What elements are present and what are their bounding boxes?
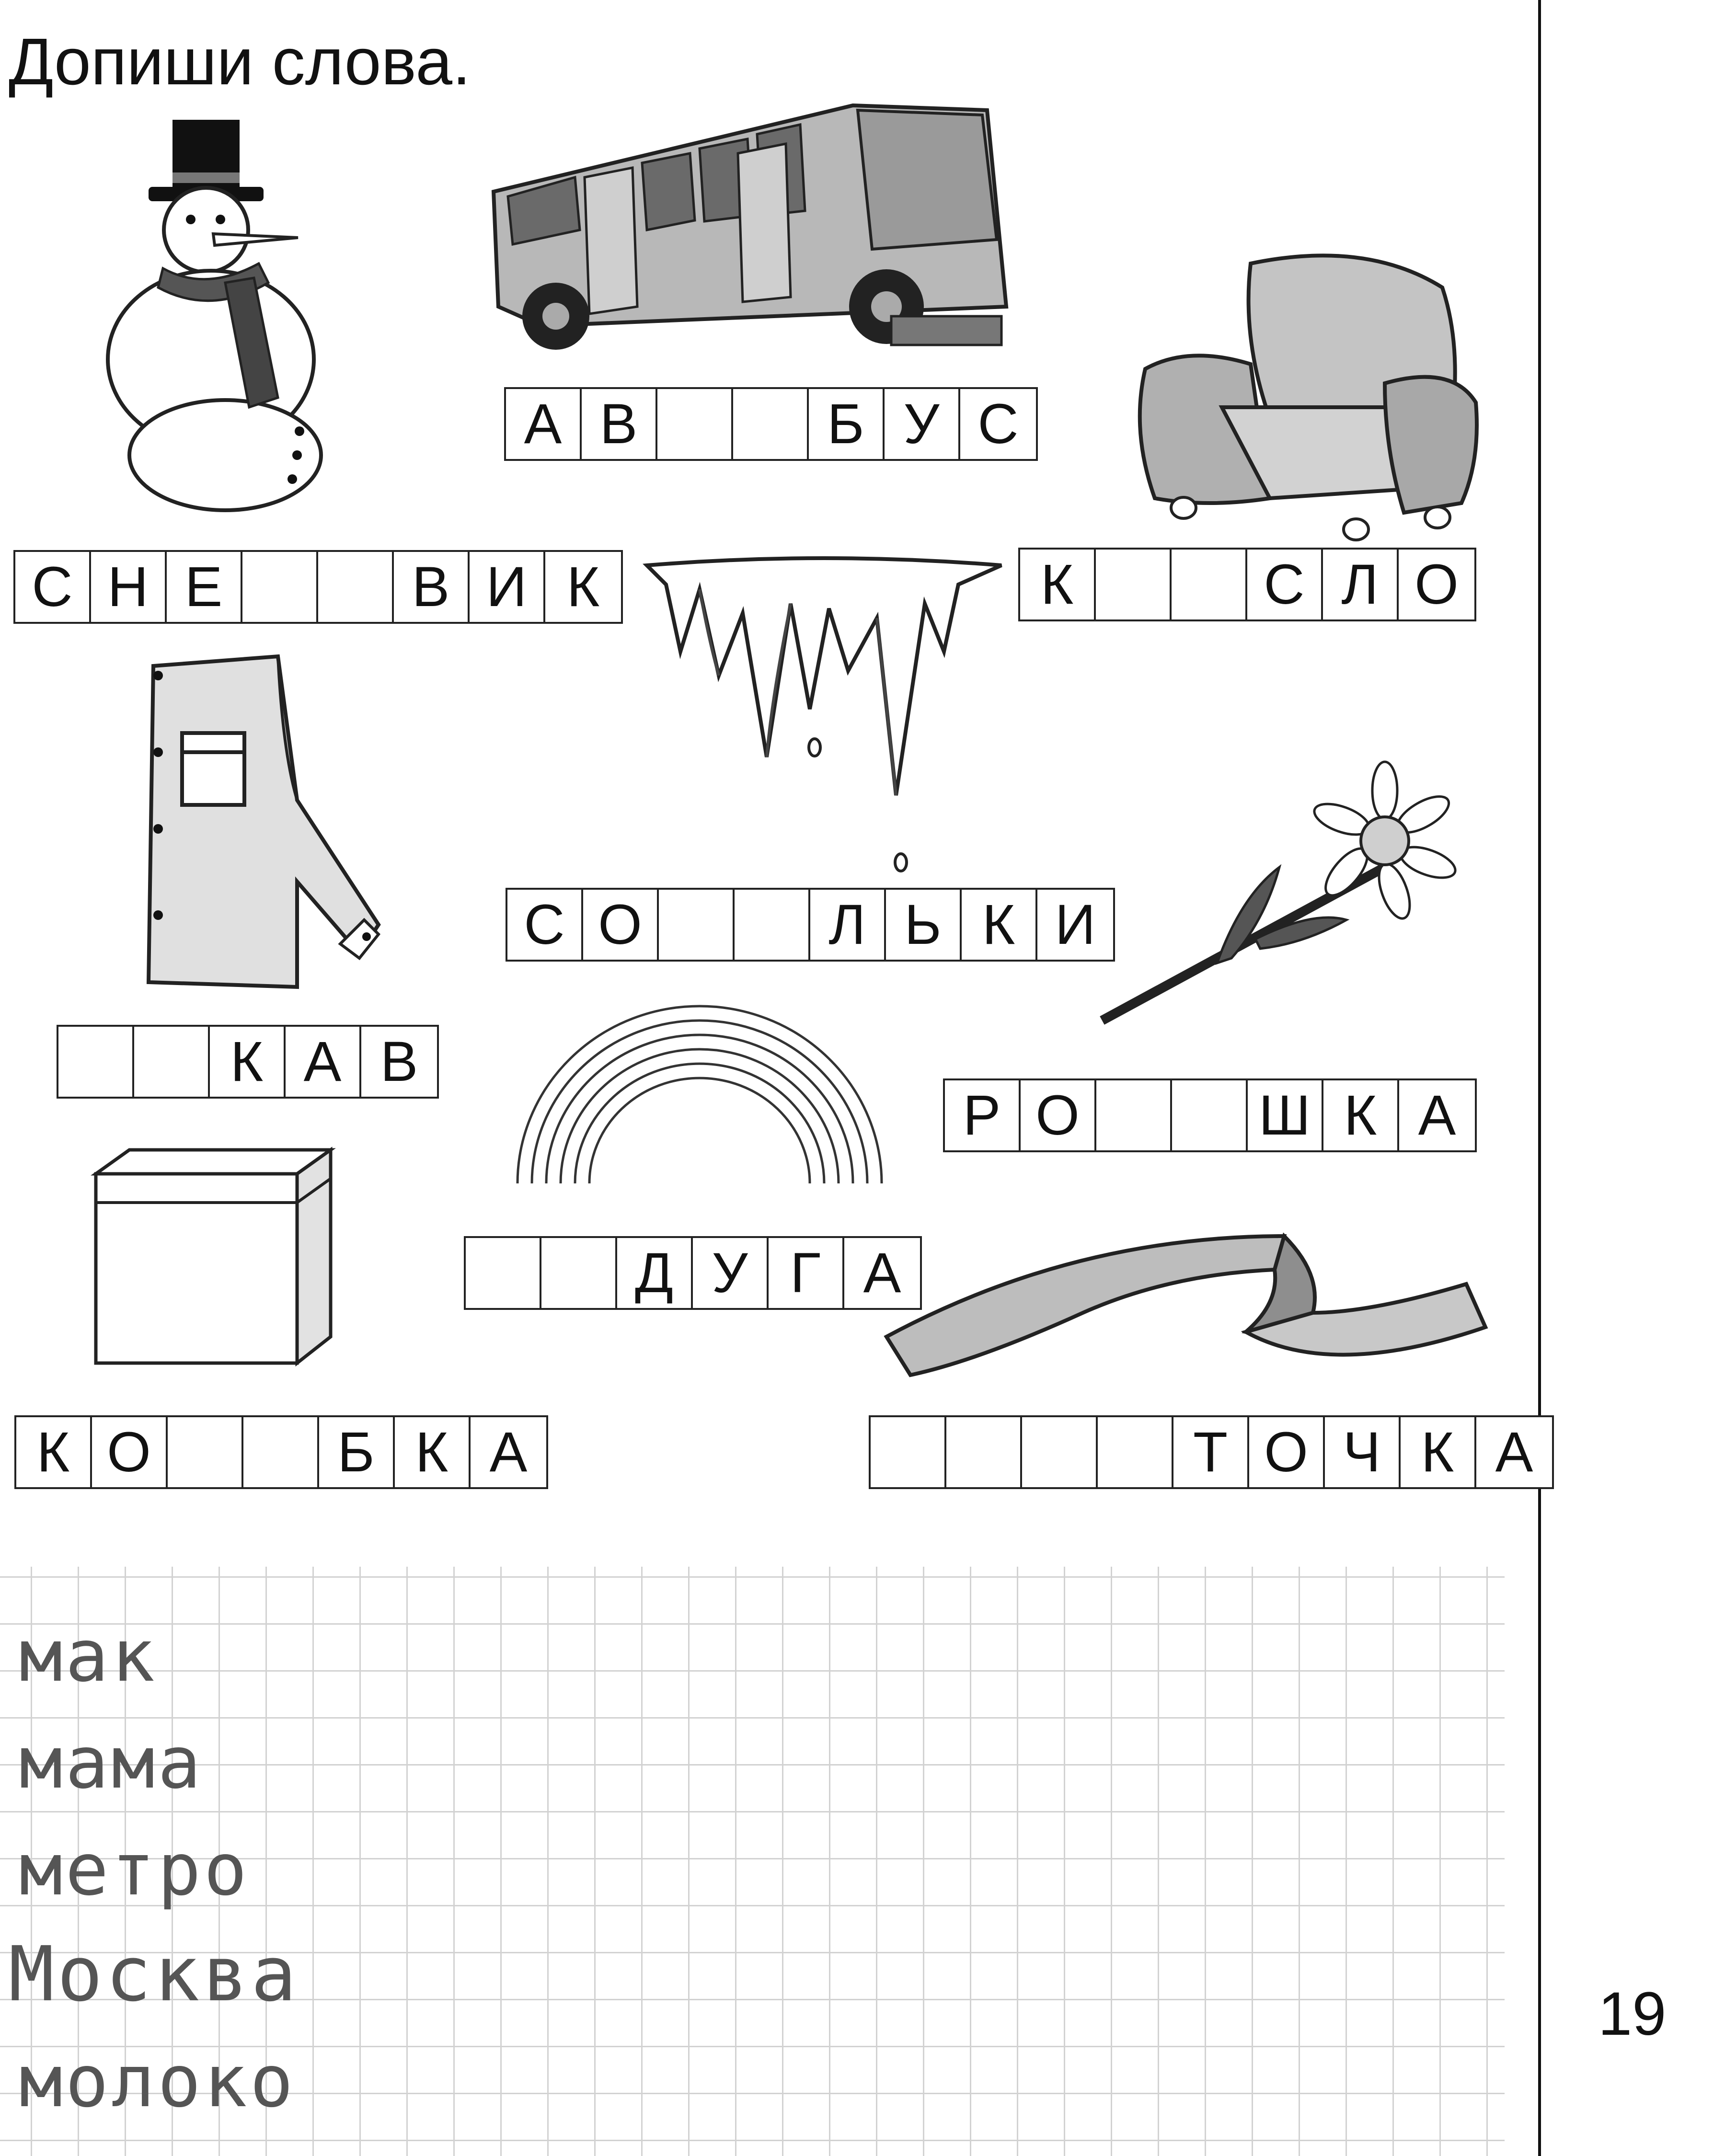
- letter-cell: О: [1021, 1080, 1096, 1150]
- armchair-picture: [1126, 249, 1485, 537]
- letter-cell: А: [1418, 1084, 1456, 1147]
- letter-cell: Г: [769, 1238, 844, 1308]
- page-title: Допиши слова.: [9, 25, 471, 99]
- box-picture: [91, 1150, 340, 1365]
- letter-cell: И: [1055, 893, 1096, 956]
- blank-letter-cell[interactable]: [657, 389, 733, 459]
- letter-cell: С: [15, 552, 91, 622]
- letter-cell: Е: [167, 552, 242, 622]
- letter-cell: К: [16, 1417, 92, 1487]
- letter-cell: К: [566, 555, 600, 619]
- blank-letter-cell[interactable]: [1172, 1080, 1248, 1150]
- blank-letter-cell[interactable]: [1096, 550, 1172, 619]
- ribbon-picture: [882, 1217, 1485, 1385]
- blank-letter-cell[interactable]: [1098, 1417, 1173, 1487]
- letter-cell: У: [693, 1238, 769, 1308]
- letter-cell: С: [507, 890, 583, 960]
- word-rainbow: [464, 1236, 922, 1310]
- letter-cell: К: [210, 1027, 286, 1097]
- blank-letter-cell[interactable]: [1022, 1417, 1098, 1487]
- word-chamomile: [943, 1078, 1477, 1152]
- bus-picture: [489, 96, 1006, 364]
- blank-letter-cell[interactable]: [1172, 550, 1247, 619]
- blank-letter-cell[interactable]: [733, 389, 809, 459]
- practice-grid: [0, 1567, 1505, 2156]
- word-bus: [504, 387, 1038, 461]
- word-box: [14, 1415, 548, 1489]
- blank-letter-cell[interactable]: [735, 890, 810, 960]
- blank-letter-cell[interactable]: [871, 1417, 946, 1487]
- letter-cell: К: [1401, 1417, 1476, 1487]
- letter-cell: О: [1249, 1417, 1325, 1487]
- word-icicles: [506, 888, 1115, 962]
- letter-cell: О: [1414, 553, 1459, 616]
- letter-cell: А: [1495, 1421, 1533, 1484]
- page-number: 19: [1598, 1980, 1667, 2048]
- letter-cell: В: [582, 389, 657, 459]
- letter-cell: Б: [319, 1417, 395, 1487]
- letter-cell: С: [978, 392, 1019, 456]
- word-snowman: [13, 550, 623, 624]
- letter-cell: И: [470, 552, 545, 622]
- letter-cell: В: [380, 1030, 418, 1093]
- letter-cell: Ч: [1325, 1417, 1401, 1487]
- letter-cell: А: [863, 1241, 901, 1305]
- letter-cell: Ш: [1248, 1080, 1323, 1150]
- letter-cell: К: [395, 1417, 471, 1487]
- blank-letter-cell[interactable]: [318, 552, 394, 622]
- blank-letter-cell[interactable]: [134, 1027, 210, 1097]
- letter-cell: А: [506, 389, 582, 459]
- letter-cell: К: [962, 890, 1037, 960]
- blank-letter-cell[interactable]: [466, 1238, 541, 1308]
- chamomile-picture: [1097, 776, 1447, 1025]
- letter-cell: А: [286, 1027, 361, 1097]
- letter-cell: Т: [1173, 1417, 1249, 1487]
- letter-cell: Н: [91, 552, 167, 622]
- practice-word: мама: [19, 1721, 204, 1805]
- letter-cell: С: [1247, 550, 1323, 619]
- practice-word: метро: [19, 1828, 250, 1912]
- snowman-picture: [129, 120, 331, 522]
- blank-letter-cell[interactable]: [243, 1417, 319, 1487]
- blank-letter-cell[interactable]: [946, 1417, 1022, 1487]
- practice-word: молоко: [19, 2040, 296, 2123]
- letter-cell: А: [489, 1421, 528, 1484]
- letter-cell: В: [394, 552, 470, 622]
- page-margin-rule: [1538, 0, 1541, 2156]
- letter-cell: У: [885, 389, 960, 459]
- coat-picture: [139, 656, 379, 987]
- letter-cell: О: [92, 1417, 168, 1487]
- letter-cell: К: [1323, 1080, 1399, 1150]
- rainbow-picture: [508, 997, 891, 1183]
- blank-letter-cell[interactable]: [1096, 1080, 1172, 1150]
- letter-cell: Л: [810, 890, 886, 960]
- word-armchair: [1018, 548, 1476, 621]
- letter-cell: О: [583, 890, 659, 960]
- letter-cell: Л: [1323, 550, 1399, 619]
- blank-letter-cell[interactable]: [168, 1417, 243, 1487]
- word-coat: [57, 1025, 439, 1099]
- letter-cell: Д: [617, 1238, 693, 1308]
- word-ribbon: [869, 1415, 1554, 1489]
- practice-word: Москва: [9, 1930, 299, 2018]
- letter-cell: Б: [809, 389, 885, 459]
- blank-letter-cell[interactable]: [659, 890, 735, 960]
- icicles-picture: [647, 556, 1001, 882]
- letter-cell: К: [1020, 550, 1096, 619]
- practice-word: мак: [19, 1615, 158, 1698]
- blank-letter-cell[interactable]: [58, 1027, 134, 1097]
- blank-letter-cell[interactable]: [242, 552, 318, 622]
- letter-cell: Ь: [886, 890, 962, 960]
- letter-cell: Р: [945, 1080, 1021, 1150]
- blank-letter-cell[interactable]: [541, 1238, 617, 1308]
